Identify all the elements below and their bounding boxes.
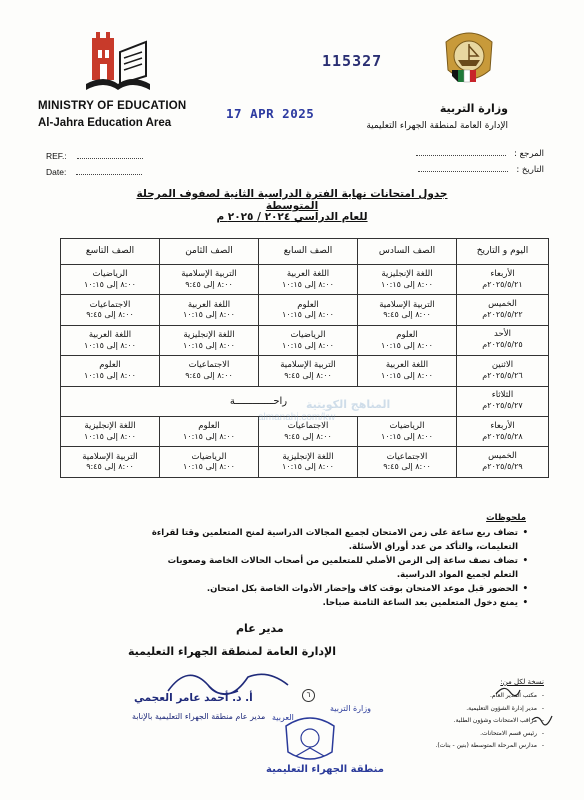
- subject: اللغة الإنجليزية: [381, 269, 433, 280]
- ref-label: REF.:: [46, 151, 67, 161]
- note-item: • الحضور قبل موعد الامتحان بوقت كاف وإحضار الأدوات الخاصة بكل امتحان.: [148, 582, 528, 596]
- date-label-ar: التاريخ :: [516, 165, 544, 175]
- signatory-name: أ. د. أحمد عامر العجمي: [134, 692, 253, 704]
- copy-recipient: - مكتب المدير العام.: [394, 690, 544, 703]
- copies-list: [394, 690, 544, 753]
- column-header: الصف الثامن: [160, 239, 259, 265]
- exam-time: ٨:٠٠ إلى ١٠:١٥: [183, 310, 235, 320]
- ref-blank: [77, 158, 143, 159]
- exam-time: ٨:٠٠ إلى ٩:٤٥: [383, 310, 431, 320]
- exam-cell: [61, 447, 160, 477]
- day-date: ٢٠٢٥/٥/٢١م: [482, 279, 523, 289]
- subject: الرياضيات: [290, 330, 326, 340]
- day-date: ٢٠٢٥/٥/٢٦م: [482, 370, 523, 380]
- area-name-ar: الإدارة العامة لمنطقة الجهراء التعليمية: [366, 121, 508, 131]
- date-blank: [76, 174, 142, 175]
- ref-blank-ar: [416, 155, 506, 156]
- exam-cell: [358, 356, 457, 386]
- copy-recipient: - مدارس المرحلة المتوسطة (بنين - بنات).: [394, 740, 544, 753]
- stamp-mid: العربية: [272, 713, 294, 722]
- subject: العلوم: [396, 330, 418, 340]
- table-row: [61, 265, 549, 295]
- date-field: [46, 167, 142, 177]
- table-row: [61, 295, 549, 325]
- exam-time: ٨:٠٠ إلى ٩:٤٥: [86, 310, 134, 320]
- day-cell: [457, 265, 549, 295]
- day-date: ٢٠٢٥/٥/٢٧م: [482, 401, 523, 411]
- copy-recipient: - مراقب الامتحانات وشؤون الطلبة.: [394, 715, 544, 728]
- subject: اللغة العربية: [385, 360, 429, 371]
- subject: الاجتماعيات: [287, 421, 329, 432]
- exam-time: ٨:٠٠ إلى ٩:٤٥: [284, 431, 332, 441]
- date-field-ar: [418, 165, 544, 175]
- day-cell: [457, 356, 549, 386]
- exam-time: ٨:٠٠ إلى ١٠:١٥: [183, 431, 235, 441]
- exam-cell: [160, 356, 259, 386]
- document-number: 115327: [322, 52, 383, 70]
- signatory-title: مدير عام: [236, 622, 284, 635]
- subject: التربية الإسلامية: [379, 299, 435, 310]
- notes-title: ملحوظات: [486, 513, 526, 523]
- kuwait-emblem-icon: [440, 22, 498, 90]
- exam-time: ٨:٠٠ إلى ٩:٤٥: [86, 462, 134, 472]
- day-name: الثلاثاء: [491, 390, 514, 401]
- exam-time: ٨:٠٠ إلى ٩:٤٥: [284, 371, 332, 381]
- watermark-ar: المناهج الكويتية: [306, 398, 391, 411]
- exam-cell: [358, 265, 457, 295]
- exam-cell: [61, 325, 160, 355]
- exam-cell: [259, 356, 358, 386]
- exam-time: ٨:٠٠ إلى ١٠:١٥: [84, 279, 136, 289]
- copies-title: نسخة لكل من:: [500, 678, 544, 686]
- subject: التربية الإسلامية: [181, 269, 237, 280]
- exam-cell: [160, 447, 259, 477]
- exam-cell: [358, 416, 457, 446]
- exam-time: ٨:٠٠ إلى ١٠:١٥: [282, 310, 334, 320]
- exam-time: ٨:٠٠ إلى ١٠:١٥: [84, 431, 136, 441]
- note-item: • يمنع دخول المتعلمين بعد الساعة الثامنة صباحا.: [148, 596, 528, 610]
- signatory-role: مدير عام منطقة الجهراء التعليمية بالإنابة: [132, 712, 266, 721]
- stamp-area: منطقة الجهراء التعليمية: [266, 764, 384, 775]
- day-date: ٢٠٢٥/٥/٢٥م: [482, 340, 523, 350]
- exam-cell: [358, 325, 457, 355]
- subject: اللغة الإنجليزية: [84, 421, 136, 432]
- ministry-name-ar: وزارة التربية: [439, 102, 508, 115]
- day-cell: [457, 416, 549, 446]
- column-header: الصف السابع: [259, 239, 358, 265]
- date-label: Date:: [46, 167, 67, 177]
- copy-recipient: - رئيس قسم الامتحانات.: [394, 728, 544, 741]
- subject: الاجتماعيات: [89, 299, 131, 310]
- exam-cell: [61, 265, 160, 295]
- stamp-ministry: وزارة التربية: [330, 704, 371, 713]
- day-cell: [457, 295, 549, 325]
- day-cell: [457, 325, 549, 355]
- exam-time: ٨:٠٠ إلى ١٠:١٥: [381, 340, 433, 350]
- table-row: [61, 325, 549, 355]
- subject: الاجتماعيات: [386, 451, 428, 462]
- day-name: الأربعاء: [490, 268, 515, 279]
- table-row: [61, 356, 549, 386]
- exam-time: ٨:٠٠ إلى ١٠:١٥: [183, 340, 235, 350]
- column-header: الصف التاسع: [61, 239, 160, 265]
- exam-cell: [259, 295, 358, 325]
- table-header-row: [61, 239, 549, 265]
- exam-cell: [358, 447, 457, 477]
- exam-time: ٨:٠٠ إلى ٩:٤٥: [383, 462, 431, 472]
- schedule-title: جدول امتحانات نهاية الفترة الدراسية الثانية لصفوف المرحلة المتوسطة: [136, 188, 448, 212]
- exam-cell: [61, 416, 160, 446]
- exam-time: ٨:٠٠ إلى ١٠:١٥: [282, 462, 334, 472]
- subject: اللغة الإنجليزية: [183, 330, 235, 340]
- day-name: الخميس: [488, 299, 517, 310]
- day-date: ٢٠٢٥/٥/٢٩م: [482, 462, 523, 472]
- ref-field: [46, 151, 143, 161]
- exam-time: ٨:٠٠ إلى ١٠:١٥: [282, 340, 334, 350]
- day-name: الاثنين: [491, 359, 514, 370]
- subject: الرياضيات: [191, 451, 227, 462]
- exam-time: ٨:٠٠ إلى ١٠:١٥: [183, 462, 235, 472]
- note-item: • تضاف ربع ساعة على زمن الامتحان لجميع المجالات الدراسية لمنح المتعلمين وقتا لقراءة التعليمات، والتأكد من عدد أوراق الأسئلة.: [148, 526, 528, 554]
- exam-time: ٨:٠٠ إلى ٩:٤٥: [185, 279, 233, 289]
- day-cell: [457, 447, 549, 477]
- exam-cell: [259, 325, 358, 355]
- subject: العلوم: [198, 421, 220, 432]
- exam-time: ٨:٠٠ إلى ١٠:١٥: [282, 279, 334, 289]
- exam-cell: [160, 325, 259, 355]
- column-header: اليوم و التاريخ: [457, 239, 549, 265]
- day-date: ٢٠٢٥/٥/٢٨م: [482, 431, 523, 441]
- note-item: • تضاف نصف ساعة إلى الزمن الأصلي للمتعلمين من أصحاب الحالات الخاصة وصعوبات التعلم لجميع المواد الدراسية.: [148, 554, 528, 582]
- subject: التربية الإسلامية: [82, 451, 138, 462]
- exam-cell: [61, 356, 160, 386]
- ministry-logo-icon: [78, 28, 158, 98]
- column-header: الصف السادس: [358, 239, 457, 265]
- exam-cell: [160, 295, 259, 325]
- notes-list: [148, 526, 528, 610]
- subject: اللغة العربية: [286, 269, 330, 280]
- subject: العلوم: [99, 360, 121, 371]
- exam-time: ٨:٠٠ إلى ١٠:١٥: [381, 279, 433, 289]
- exam-time: ٨:٠٠ إلى ٩:٤٥: [185, 371, 233, 381]
- exam-cell: [160, 265, 259, 295]
- schedule-year: للعام الدراسي ٢٠٢٤ / ٢٠٢٥ م: [216, 211, 368, 223]
- ref-field-ar: [416, 149, 544, 159]
- subject: التربية الإسلامية: [280, 360, 336, 371]
- exam-cell: [259, 265, 358, 295]
- exam-cell: [259, 447, 358, 477]
- exam-schedule-table: [60, 238, 549, 478]
- ref-label-ar: المرجع :: [514, 149, 544, 159]
- number-badge: ٦: [302, 689, 315, 702]
- day-cell: [457, 386, 549, 416]
- subject: الرياضيات: [92, 269, 128, 280]
- exam-cell: [61, 295, 160, 325]
- exam-time: ٨:٠٠ إلى ١٠:١٥: [84, 340, 136, 350]
- rest-day-cell: راحـــــــــــــة: [61, 386, 457, 416]
- subject: الاجتماعيات: [188, 360, 230, 371]
- date-blank-ar: [418, 171, 508, 172]
- subject: الرياضيات: [389, 421, 425, 432]
- signatory-department: الإدارة العامة لمنطقة الجهراء التعليمية: [128, 645, 336, 658]
- table-row: [61, 447, 549, 477]
- day-date: ٢٠٢٥/٥/٢٢م: [482, 310, 523, 320]
- day-name: الأربعاء: [490, 420, 515, 431]
- exam-time: ٨:٠٠ إلى ١٠:١٥: [381, 371, 433, 381]
- watermark-url: almanahj.com/kw: [258, 412, 336, 423]
- subject: اللغة العربية: [187, 299, 231, 310]
- date-stamp: 17 APR 2025: [226, 106, 315, 121]
- day-name: الأحد: [494, 329, 511, 340]
- copy-recipient: - مدير إدارة الشؤون التعليمية.: [394, 703, 544, 716]
- area-name-en: Al-Jahra Education Area: [38, 117, 172, 129]
- exam-time: ٨:٠٠ إلى ١٠:١٥: [381, 431, 433, 441]
- subject: العلوم: [297, 299, 319, 310]
- subject: اللغة العربية: [88, 330, 132, 340]
- day-name: الخميس: [488, 450, 517, 461]
- exam-cell: [160, 416, 259, 446]
- exam-cell: [358, 295, 457, 325]
- ministry-name-en: MINISTRY OF EDUCATION: [38, 100, 187, 112]
- exam-time: ٨:٠٠ إلى ١٠:١٥: [84, 371, 136, 381]
- subject: اللغة الإنجليزية: [282, 451, 334, 462]
